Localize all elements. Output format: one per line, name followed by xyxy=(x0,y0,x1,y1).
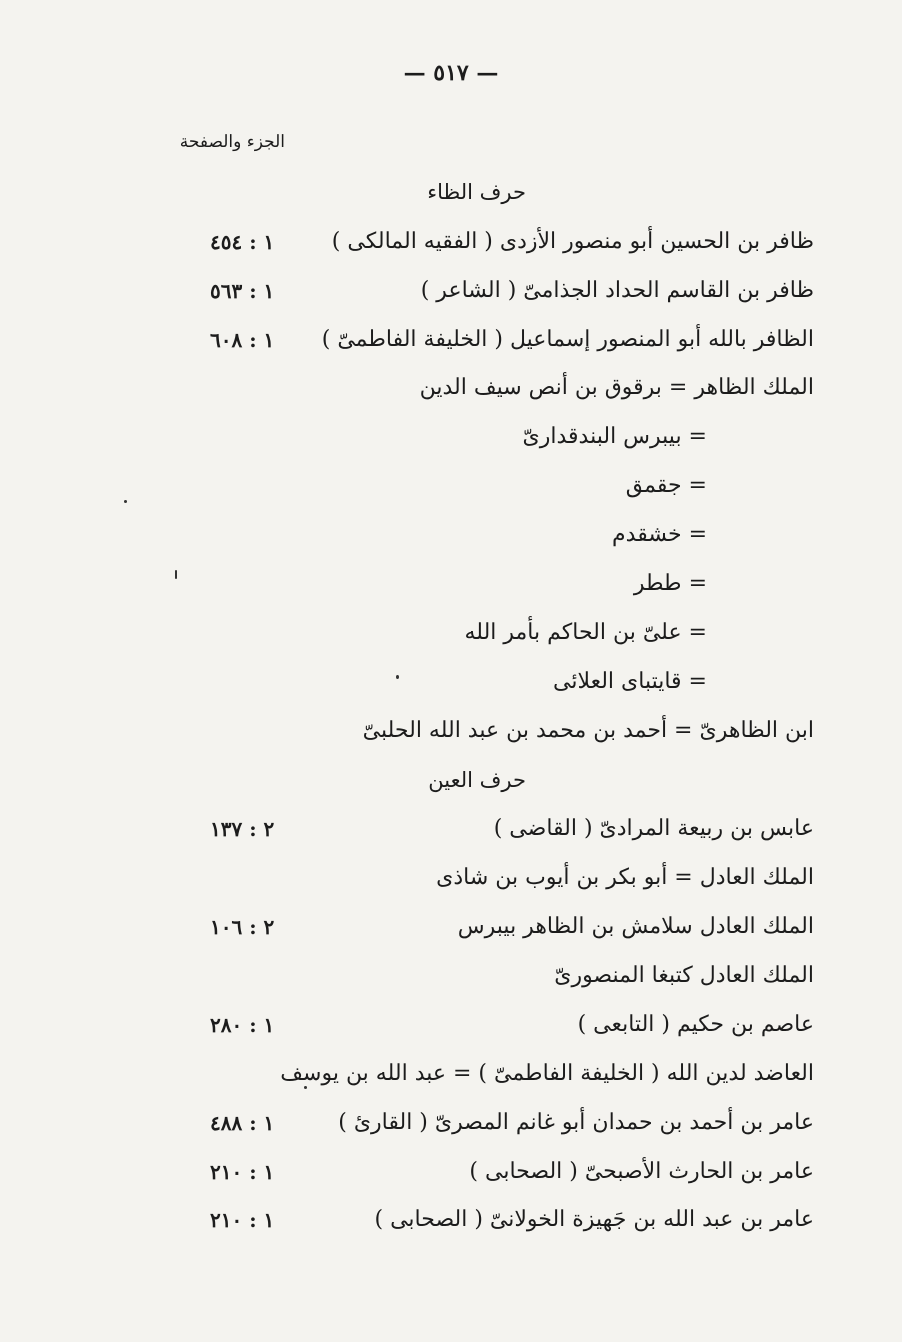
index-entry xyxy=(0,222,902,262)
index-entry xyxy=(0,1103,902,1143)
entry-volume-page: ١ : ٤٨٨ xyxy=(210,1111,275,1135)
index-entry xyxy=(0,271,902,311)
cross-reference-entry xyxy=(0,662,902,702)
index-entry xyxy=(0,907,902,947)
index-entry xyxy=(0,368,902,408)
cross-reference-entry xyxy=(0,564,902,604)
entry-volume-page: ١ : ٢١٠ xyxy=(210,1160,275,1184)
index-entry xyxy=(0,809,902,849)
entry-volume-page: ١ : ٢٨٠ xyxy=(210,1013,275,1037)
entry-volume-page: ٢ : ١٣٧ xyxy=(210,817,275,841)
entry-name: الملك العادل كتبغا المنصورىّ xyxy=(554,963,814,988)
cross-reference-entry xyxy=(0,515,902,555)
entry-name: عابس بن ربيعة المرادىّ ( القاضى ) xyxy=(493,816,814,841)
entry-volume-page: ٢ : ١٠٦ xyxy=(210,915,275,939)
cross-reference-entry xyxy=(0,613,902,653)
column-header-volume-page: الجزء والصفحة xyxy=(179,132,285,152)
entry-name: عامر بن الحارث الأصبحىّ ( الصحابى ) xyxy=(469,1159,814,1184)
index-entry xyxy=(0,1005,902,1045)
section-title: حرف الظاء xyxy=(427,180,526,204)
entry-volume-page: ١ : ٦٠٨ xyxy=(210,328,275,352)
entry-name: ابن الظاهرىّ = أحمد بن محمد بن عبد الله الحلبىّ xyxy=(362,718,814,743)
entry-name: ظافر بن الحسين أبو منصور الأزدى ( الفقيه المالكى ) xyxy=(331,229,814,254)
index-entry xyxy=(0,1054,902,1094)
entry-name: = جقمق xyxy=(625,473,707,498)
index-entry xyxy=(0,1152,902,1192)
entry-name: = خشقدم xyxy=(612,522,707,547)
page-number: — ٥١٧ — xyxy=(403,60,499,86)
print-speck xyxy=(175,570,177,579)
index-entry xyxy=(0,1200,902,1240)
entry-name: الملك العادل سلامش بن الظاهر بيبرس xyxy=(457,914,814,939)
cross-reference-entry xyxy=(0,466,902,506)
entry-volume-page: ١ : ٥٦٣ xyxy=(210,279,275,303)
entry-name: الظافر بالله أبو المنصور إسماعيل ( الخليفة الفاطمىّ ) xyxy=(321,327,814,352)
entry-name: الملك الظاهر = برقوق بن أنص سيف الدين xyxy=(419,375,814,400)
print-speck xyxy=(124,500,127,503)
index-entry xyxy=(0,320,902,360)
entry-name: = علىّ بن الحاكم بأمر الله xyxy=(464,620,707,645)
entry-name: الملك العادل = أبو بكر بن أيوب بن شاذى xyxy=(436,865,814,890)
cross-reference-entry xyxy=(0,417,902,457)
entry-name: عامر بن عبد الله بن جَهيزة الخولانىّ ( الصحابى ) xyxy=(374,1207,814,1232)
entry-name: = قايتباى العلائى xyxy=(553,669,707,694)
section-title: حرف العين xyxy=(428,768,526,792)
print-speck xyxy=(304,1086,307,1089)
entry-volume-page: ١ : ٤٥٤ xyxy=(210,230,275,254)
entry-volume-page: ١ : ٢١٠ xyxy=(210,1208,275,1232)
section-heading xyxy=(0,760,902,800)
entry-name: عاصم بن حكيم ( التابعى ) xyxy=(577,1012,814,1037)
section-heading xyxy=(0,172,902,212)
entry-name: = ططر xyxy=(633,571,707,596)
print-speck xyxy=(396,675,399,679)
index-entry xyxy=(0,858,902,898)
entry-name: ظافر بن القاسم الحداد الجذامىّ ( الشاعر ) xyxy=(420,278,814,303)
entry-name: عامر بن أحمد بن حمدان أبو غانم المصرىّ ( القارئ ) xyxy=(338,1110,814,1135)
entry-name: = بيبرس البندقدارىّ xyxy=(522,424,707,449)
entry-name: العاضد لدين الله ( الخليفة الفاطمىّ ) = عبد الله بن يوسف xyxy=(280,1061,814,1086)
index-entry xyxy=(0,711,902,751)
index-entry xyxy=(0,956,902,996)
